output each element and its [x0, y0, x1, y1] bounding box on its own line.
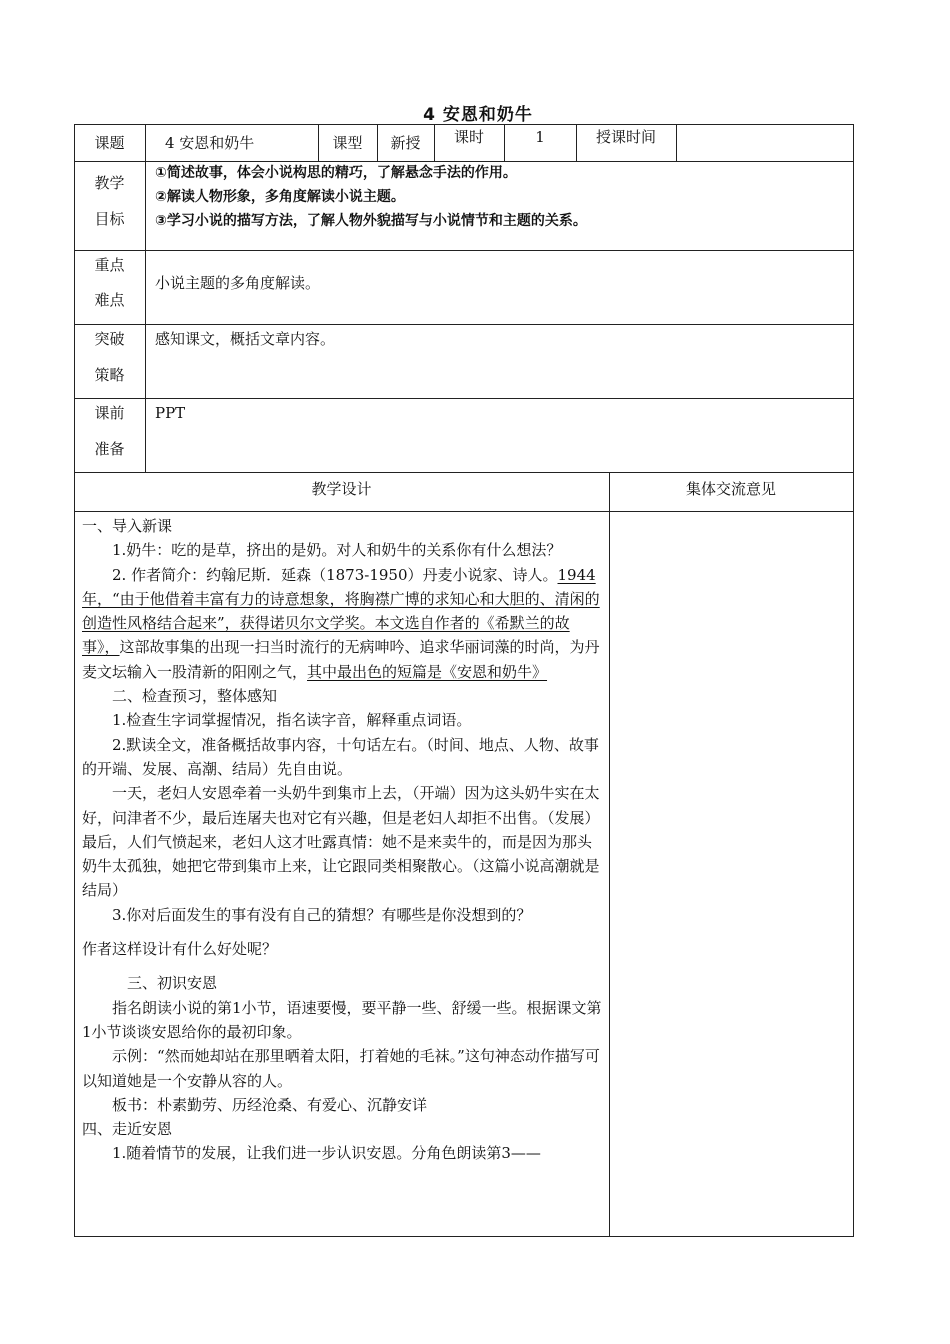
paragraph-summary: 一天，老妇人安恩牵着一头奶牛到集市上去，（开端）因为这头奶牛实在太好，问津者不少，最后连屠夫也对它有兴趣，但是老妇人却拒不出售。（发展）最后，人们气愤起来，老妇人这才吐露真情：她不是来卖牛的，而是因为那头奶牛太孤独，她把它带到集市上来，让它跟同类相聚散心。（这篇小说高潮就是结局） [82, 784, 600, 900]
paragraph: 2.默读全文，准备概括故事内容，十句话左右。（时间、地点、人物、故事的开端、发展、高潮、结局）先自由说。 [82, 735, 599, 778]
paragraph: 1.随着情节的发展，让我们进一步认识安恩。分角色朗读第3—— [112, 1144, 541, 1163]
paragraph-example: 示例：“然而她却站在那里晒着太阳，打着她的毛袜。”这句神态动作描写可以知道她是一个安静从容的人。 [82, 1047, 600, 1090]
prep-value: PPT [155, 404, 186, 422]
paragraph-author-intro: 2. 作者简介：约翰尼斯．延森（1873-1950）丹麦小说家、诗人。1944年，“由于他借着丰富有力的诗意想象，将胸襟广博的求知心和大胆的、清闲的创造性风格结合起来”，获得诺贝尔文学奖。本文选自作者的《希默兰的故事》，这部故事集的出现一扫当时流行的无病呻吟、追求华丽词藻的时尚，为丹麦文坛输入一股清新的阳刚之气，其中最出色的短篇是《安恩和奶牛》 [82, 565, 600, 681]
keypoints-label-2: 难点 [94, 291, 125, 309]
type-value: 新授 [390, 134, 421, 152]
underlined-text: 1944年，“由于他借着丰富有力的诗意想象，将胸襟广博的求知心和大胆的、清闲的创造性风格结合起来”，获得诺贝尔文学奖。本文选自作者的《希默兰的故事》， [82, 565, 600, 657]
goal-item: ③学习小说的描写方法，了解人物外貌描写与小说情节和主题的关系。 [155, 213, 587, 229]
underlined-text: 其中最出色的短篇是《安恩和奶牛》 [307, 662, 548, 681]
paragraph: 3.你对后面发生的事有没有自己的猜想？有哪些是你没想到的？ [112, 905, 532, 924]
section-title-approach: 四、走近安恩 [82, 1120, 173, 1139]
class-time-label: 授课时间 [595, 128, 656, 146]
exchange-header: 集体交流意见 [685, 480, 776, 498]
topic-value: 4 安恩和奶牛 [165, 134, 255, 152]
design-header: 教学设计 [311, 480, 372, 498]
topic-label: 课题 [94, 134, 125, 152]
prep-label-2: 准备 [94, 440, 125, 458]
strategy-label-1: 突破 [94, 330, 125, 348]
strategy-value: 感知课文，概括文章内容。 [155, 330, 336, 348]
page-title: 4 安恩和奶牛 [423, 105, 533, 125]
hours-value: 1 [535, 128, 545, 146]
goals-label-2: 目标 [94, 210, 125, 228]
goals-list [155, 161, 845, 233]
section-title-intro: 一、导入新课 [82, 517, 173, 535]
goal-item: ①简述故事，体会小说构思的精巧，了解悬念手法的作用。 [155, 165, 517, 181]
paragraph: 指名朗读小说的第1小节，语速要慢，要平静一些、舒缓一些。根据课文第1小节谈谈安恩给你的最初印象。 [82, 998, 602, 1041]
paragraph: 作者这样设计有什么好处呢？ [82, 940, 278, 959]
paragraph-board: 板书：朴素勤劳、历经沧桑、有爱心、沉静安详 [112, 1095, 428, 1114]
paragraph: 1.检查生字词掌握情况，指名读字音，解释重点词语。 [112, 711, 472, 730]
goals-label-1: 教学 [94, 174, 125, 192]
section-title-preview: 二、检查预习，整体感知 [112, 687, 278, 706]
teaching-design-body [82, 514, 602, 1166]
hours-label: 课时 [453, 128, 484, 146]
section-title-first-impression: 三、初识安恩 [127, 974, 218, 993]
type-label: 课型 [332, 134, 363, 152]
goal-item: ②解读人物形象，多角度解读小说主题。 [155, 189, 405, 205]
prep-label-1: 课前 [94, 404, 125, 422]
keypoints-value: 小说主题的多角度解读。 [155, 274, 321, 292]
paragraph: 1.奶牛：吃的是草，挤出的是奶。对人和奶牛的关系你有什么想法？ [112, 541, 562, 560]
keypoints-label-1: 重点 [94, 256, 125, 274]
strategy-label-2: 策略 [94, 366, 125, 384]
